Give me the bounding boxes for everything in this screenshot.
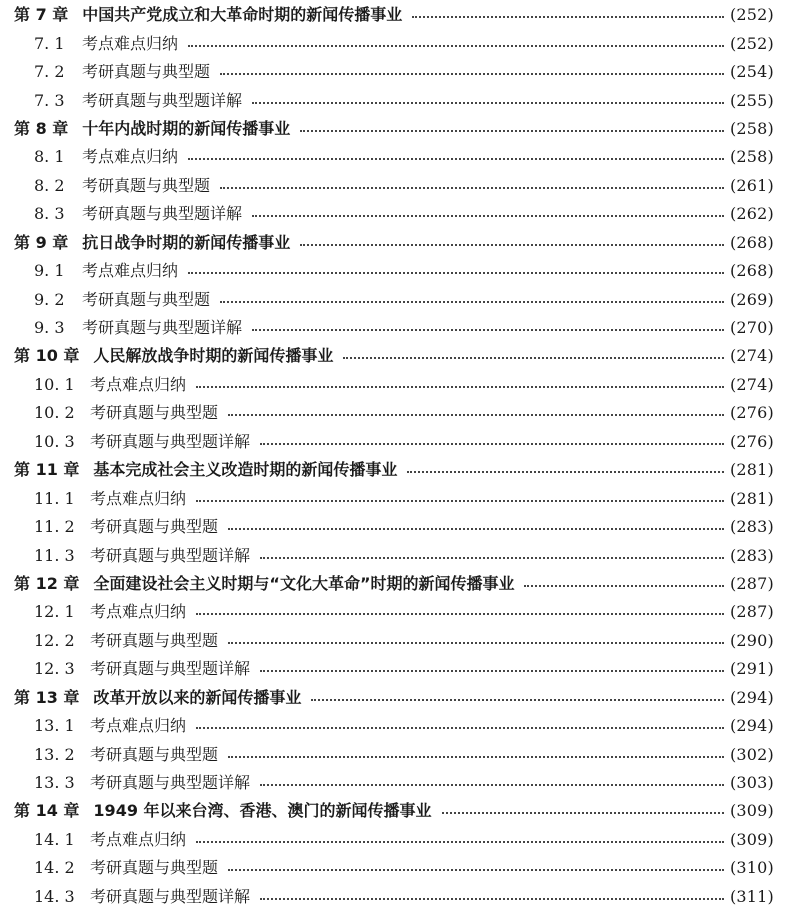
dot-leader — [300, 229, 724, 257]
dot-leader — [220, 58, 724, 86]
page-number: (311) — [729, 886, 774, 906]
section-number: 11. 3 — [34, 545, 75, 565]
page-number: (254) — [729, 62, 774, 82]
page-number: (294) — [729, 716, 774, 736]
toc-chapter-row[interactable] — [0, 570, 790, 598]
dot-leader — [260, 542, 724, 570]
section-number: 9. 2 — [34, 289, 65, 309]
section-number: 7. 3 — [34, 90, 65, 110]
section-number: 13. 1 — [34, 716, 75, 736]
dot-leader — [260, 428, 724, 456]
toc-chapter-row[interactable] — [0, 797, 790, 825]
chapter-title: 全面建设社会主义时期与“文化大革命”时期的新闻传播事业 — [93, 573, 515, 593]
dot-leader — [228, 741, 724, 769]
page-number: (255) — [729, 90, 774, 110]
page-number: (258) — [729, 147, 774, 167]
chapter-title: 抗日战争时期的新闻传播事业 — [82, 232, 291, 252]
toc-section-row[interactable] — [0, 484, 790, 512]
section-title: 考研真题与典型题 — [90, 403, 219, 423]
section-number: 8. 1 — [34, 147, 65, 167]
page-number: (283) — [729, 545, 774, 565]
page-number: (291) — [729, 659, 774, 679]
chapter-title: 十年内战时期的新闻传播事业 — [82, 118, 291, 138]
page-number: (287) — [729, 602, 774, 622]
toc-section-row[interactable] — [0, 769, 790, 797]
page-number: (268) — [729, 261, 774, 281]
section-title: 考点难点归纳 — [82, 261, 179, 281]
section-title: 考点难点归纳 — [90, 488, 187, 508]
dot-leader — [196, 371, 724, 399]
page-number: (268) — [729, 232, 774, 252]
dot-leader — [228, 854, 724, 882]
toc-section-row[interactable] — [0, 58, 790, 86]
page-number: (276) — [729, 403, 774, 423]
toc-chapter-row[interactable] — [0, 684, 790, 712]
toc-section-row[interactable] — [0, 712, 790, 740]
page-number: (262) — [729, 204, 774, 224]
section-title: 考研真题与典型题详解 — [82, 318, 243, 338]
chapter-number: 第 12 章 — [14, 573, 80, 593]
toc-chapter-row[interactable] — [0, 342, 790, 370]
section-title: 考点难点归纳 — [82, 33, 179, 53]
section-number: 10. 1 — [34, 374, 75, 394]
dot-leader — [343, 342, 724, 370]
section-number: 14. 3 — [34, 886, 75, 906]
dot-leader — [220, 172, 724, 200]
toc-chapter-row[interactable] — [0, 1, 790, 29]
section-title: 考研真题与典型题详解 — [90, 545, 251, 565]
section-number: 14. 2 — [34, 858, 75, 878]
chapter-number: 第 7 章 — [14, 5, 69, 25]
chapter-number: 第 14 章 — [14, 801, 80, 821]
page-number: (283) — [729, 517, 774, 537]
dot-leader — [311, 684, 724, 712]
section-title: 考研真题与典型题 — [82, 175, 211, 195]
toc-section-row[interactable] — [0, 29, 790, 57]
chapter-title: 改革开放以来的新闻传播事业 — [93, 687, 302, 707]
section-number: 13. 3 — [34, 773, 75, 793]
page-number: (303) — [729, 773, 774, 793]
toc-chapter-row[interactable] — [0, 229, 790, 257]
toc-section-row[interactable] — [0, 200, 790, 228]
section-number: 12. 1 — [34, 602, 75, 622]
toc-section-row[interactable] — [0, 740, 790, 768]
toc-section-row[interactable] — [0, 627, 790, 655]
page-number: (281) — [729, 488, 774, 508]
toc-section-row[interactable] — [0, 86, 790, 114]
dot-leader — [228, 399, 724, 427]
dot-leader — [524, 570, 724, 598]
section-number: 8. 3 — [34, 204, 65, 224]
page-number: (302) — [729, 744, 774, 764]
page-number: (274) — [729, 374, 774, 394]
chapter-title: 人民解放战争时期的新闻传播事业 — [93, 346, 334, 366]
page-number: (287) — [729, 573, 774, 593]
dot-leader — [260, 655, 724, 683]
toc-section-row[interactable] — [0, 428, 790, 456]
dot-leader — [407, 456, 724, 484]
toc-section-row[interactable] — [0, 257, 790, 285]
chapter-title: 基本完成社会主义改造时期的新闻传播事业 — [93, 460, 398, 480]
section-title: 考点难点归纳 — [90, 829, 187, 849]
section-number: 8. 2 — [34, 175, 65, 195]
page-number: (281) — [729, 460, 774, 480]
page-number: (294) — [729, 687, 774, 707]
dot-leader — [188, 143, 724, 171]
section-number: 7. 1 — [34, 33, 65, 53]
chapter-number: 第 10 章 — [14, 346, 80, 366]
dot-leader — [260, 883, 724, 911]
section-number: 14. 1 — [34, 829, 75, 849]
page-number: (252) — [729, 33, 774, 53]
section-title: 考点难点归纳 — [90, 602, 187, 622]
dot-leader — [228, 627, 724, 655]
section-title: 考点难点归纳 — [90, 716, 187, 736]
toc-section-row[interactable] — [0, 883, 790, 911]
dot-leader — [196, 712, 724, 740]
toc-section-row[interactable] — [0, 513, 790, 541]
toc-section-row[interactable] — [0, 655, 790, 683]
chapter-number: 第 9 章 — [14, 232, 69, 252]
page-number: (274) — [729, 346, 774, 366]
page-number: (309) — [729, 829, 774, 849]
toc-section-row[interactable] — [0, 598, 790, 626]
toc-section-row[interactable] — [0, 854, 790, 882]
page-number: (276) — [729, 431, 774, 451]
section-number: 10. 3 — [34, 431, 75, 451]
dot-leader — [252, 200, 724, 228]
section-title: 考研真题与典型题 — [90, 744, 219, 764]
section-title: 考研真题与典型题详解 — [82, 204, 243, 224]
dot-leader — [260, 769, 724, 797]
section-number: 9. 3 — [34, 318, 65, 338]
page-number: (270) — [729, 318, 774, 338]
section-title: 考研真题与典型题详解 — [90, 886, 251, 906]
section-number: 11. 2 — [34, 517, 75, 537]
section-title: 考研真题与典型题详解 — [82, 90, 243, 110]
dot-leader — [300, 115, 724, 143]
section-number: 12. 3 — [34, 659, 75, 679]
section-title: 考点难点归纳 — [82, 147, 179, 167]
page-number: (258) — [729, 118, 774, 138]
page-number: (261) — [729, 175, 774, 195]
toc-section-row[interactable] — [0, 285, 790, 313]
section-number: 11. 1 — [34, 488, 75, 508]
chapter-title: 中国共产党成立和大革命时期的新闻传播事业 — [82, 5, 403, 25]
section-title: 考研真题与典型题 — [90, 858, 219, 878]
dot-leader — [188, 257, 724, 285]
section-number: 10. 2 — [34, 403, 75, 423]
toc-chapter-row[interactable] — [0, 456, 790, 484]
dot-leader — [228, 513, 724, 541]
toc-section-row[interactable] — [0, 172, 790, 200]
dot-leader — [220, 286, 724, 314]
page-number: (290) — [729, 630, 774, 650]
section-title: 考研真题与典型题 — [82, 289, 211, 309]
dot-leader — [412, 1, 724, 29]
section-number: 12. 2 — [34, 630, 75, 650]
toc-section-row[interactable] — [0, 826, 790, 854]
toc-section-row[interactable] — [0, 314, 790, 342]
section-title: 考研真题与典型题详解 — [90, 659, 251, 679]
page-number: (269) — [729, 289, 774, 309]
section-title: 考点难点归纳 — [90, 374, 187, 394]
dot-leader — [196, 826, 724, 854]
toc-section-row[interactable] — [0, 371, 790, 399]
dot-leader — [196, 598, 724, 626]
dot-leader — [196, 485, 724, 513]
section-number: 7. 2 — [34, 62, 65, 82]
toc-section-row[interactable] — [0, 399, 790, 427]
section-title: 考研真题与典型题详解 — [90, 431, 251, 451]
toc-chapter-row[interactable] — [0, 115, 790, 143]
chapter-number: 第 13 章 — [14, 687, 80, 707]
dot-leader — [188, 30, 724, 58]
toc-section-row[interactable] — [0, 541, 790, 569]
section-title: 考研真题与典型题 — [90, 630, 219, 650]
section-number: 9. 1 — [34, 261, 65, 281]
section-title: 考研真题与典型题 — [82, 62, 211, 82]
chapter-title: 1949 年以来台湾、香港、澳门的新闻传播事业 — [93, 801, 432, 821]
page-number: (252) — [729, 5, 774, 25]
section-title: 考研真题与典型题 — [90, 517, 219, 537]
page-number: (310) — [729, 858, 774, 878]
section-number: 13. 2 — [34, 744, 75, 764]
dot-leader — [252, 314, 724, 342]
toc-section-row[interactable] — [0, 143, 790, 171]
dot-leader — [442, 797, 724, 825]
chapter-number: 第 11 章 — [14, 460, 80, 480]
section-title: 考研真题与典型题详解 — [90, 773, 251, 793]
dot-leader — [252, 87, 724, 115]
page-number: (309) — [729, 801, 774, 821]
chapter-number: 第 8 章 — [14, 118, 69, 138]
